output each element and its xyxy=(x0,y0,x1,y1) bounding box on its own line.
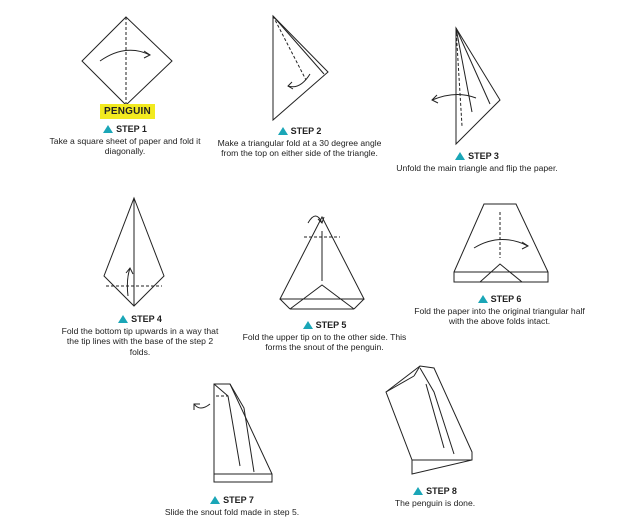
step-3-text: Unfold the main triangle and flip the paper. xyxy=(396,162,558,173)
step-5-label: STEP 5 xyxy=(315,320,347,330)
step-5-diagram xyxy=(278,213,368,313)
triangle-icon xyxy=(210,496,220,504)
step-1-caption xyxy=(40,124,210,157)
step-5-caption xyxy=(242,320,407,353)
triangle-icon xyxy=(455,152,465,160)
step-3-diagram xyxy=(426,26,506,146)
triangle-icon xyxy=(103,125,113,133)
step-6-label: STEP 6 xyxy=(490,294,522,304)
triangle-icon xyxy=(303,321,313,329)
triangle-icon xyxy=(278,127,288,135)
step-1-diagram xyxy=(78,15,178,105)
step-8-diagram xyxy=(384,362,476,482)
step-7-diagram xyxy=(188,378,278,490)
triangle-icon xyxy=(413,487,423,495)
triangle-icon xyxy=(478,295,488,303)
step-8-caption xyxy=(370,486,500,508)
step-7-text: Slide the snout fold made in step 5. xyxy=(164,506,300,517)
step-8-text: The penguin is done. xyxy=(394,497,476,508)
step-2-diagram xyxy=(268,14,338,124)
step-4-caption xyxy=(60,314,220,357)
step-1-label: STEP 1 xyxy=(116,124,147,134)
step-5-text: Fold the upper tip on to the other side. This forms the snout of the penguin. xyxy=(242,331,407,353)
step-6-diagram xyxy=(452,202,552,292)
step-4-label: STEP 4 xyxy=(131,314,162,324)
step-2-label: STEP 2 xyxy=(290,126,322,136)
triangle-icon xyxy=(118,315,128,323)
step-7-caption xyxy=(152,495,312,517)
step-4-diagram xyxy=(100,196,170,308)
step-3-caption xyxy=(392,151,562,173)
step-7-label: STEP 7 xyxy=(223,495,254,505)
step-2-caption xyxy=(212,126,387,159)
step-8-label: STEP 8 xyxy=(426,486,457,496)
step-6-text: Fold the paper into the original triangular half with the above folds intact. xyxy=(414,305,585,327)
step-3-label: STEP 3 xyxy=(468,151,499,161)
step-2-text: Make a triangular fold at a 30 degree angle from the top on either side of the triangle. xyxy=(217,137,382,159)
step-1-text: Take a square sheet of paper and fold it diagonally. xyxy=(49,135,201,157)
step-6-caption xyxy=(412,294,587,327)
title-badge: PENGUIN xyxy=(100,104,155,119)
step-4-text: Fold the bottom tip upwards in a way that the tip lines with the base of the step 2 folds. xyxy=(61,325,219,357)
